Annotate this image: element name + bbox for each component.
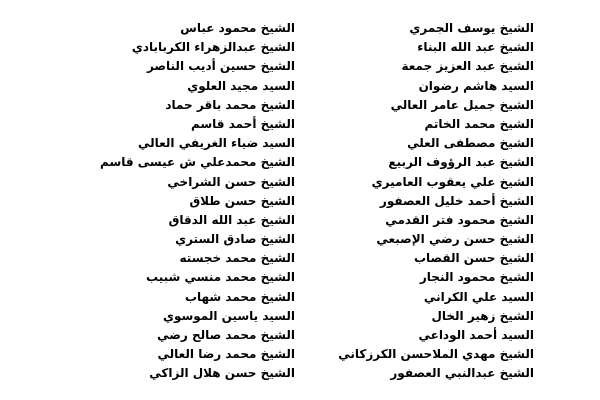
name-entry: الشيخ محمدعلي ش عيسى قاسم — [100, 155, 295, 170]
name-entry: الشيخ حسن الشراخي — [167, 174, 295, 189]
name-entry: الشيخ علي يعقوب العاميري — [371, 174, 534, 189]
name-entry: الشيخ عبد الله الدقاق — [168, 212, 295, 227]
name-entry: الشيخ محمد رضا العالي — [157, 347, 295, 362]
name-entry: الشيخ أحمد قاسم — [190, 116, 295, 131]
name-entry: الشيخ محمد صالح رضي — [157, 328, 295, 342]
name-entry: الشيخ حسن طلاق — [189, 193, 295, 208]
name-entry: الشيخ صادق الستري — [175, 232, 295, 247]
name-entry: السيد ياسين الموسوي — [162, 308, 295, 323]
name-entry: الشيخ زهير الخال — [431, 308, 534, 323]
name-entry: الشيخ يوسف الجمري — [409, 21, 534, 35]
name-entry: الشيخ عبد العزيز جمعة — [401, 59, 534, 74]
name-entry: السيد أحمد الوداعي — [418, 328, 534, 342]
name-entry: السيد ضياء الغريفي العالي — [137, 136, 295, 151]
name-entry: الشيخ محمد شهاب — [184, 289, 295, 304]
name-entry: الشيخ عبدالزهراء الكربابادي — [131, 40, 295, 55]
name-entry: الشيخ محمد الخاتم — [424, 116, 534, 131]
name-entry: الشيخ أحمد خليل العصفور — [379, 193, 534, 208]
name-entry: الشيخ حسن رضي الإصبعي — [376, 232, 534, 247]
name-entry: الشيخ مصطفى العلي — [407, 136, 534, 151]
name-entry: الشيخ حسن القصاب — [413, 251, 534, 266]
name-entry: الشيخ محمود النجار — [419, 270, 534, 285]
name-entry: السيد مجيد العلوي — [187, 78, 295, 93]
name-entry: الشيخ جميل عامر العالي — [390, 97, 534, 112]
name-entry: الشيخ محمد منسي شبيب — [146, 270, 295, 285]
name-entry: الشيخ عبدالنبي العصفور — [390, 366, 534, 381]
name-entry: السيد هاشم رضوان — [418, 78, 534, 93]
name-entry: الشيخ محمد خجسته — [179, 251, 295, 266]
name-entry: الشيخ عبد الرؤوف الربيع — [388, 155, 534, 170]
name-entry: الشيخ محمد باقر حماد — [165, 97, 295, 112]
name-entry: الشيخ حسين أديب الناصر — [146, 59, 295, 74]
name-entry: الشيخ حسن هلال الزاكي — [149, 366, 295, 381]
name-entry: السيد علي الكراني — [423, 289, 534, 304]
right-names-column — [324, 19, 534, 384]
left-names-column — [65, 19, 295, 384]
name-entry: الشيخ مهدي الملاحسن الكرزكاني — [338, 347, 534, 362]
name-entry: الشيخ محمود عباس — [180, 21, 295, 35]
name-entry: الشيخ محمود فتر القدمي — [385, 212, 534, 227]
name-entry: الشيخ عبد الله البناء — [417, 40, 534, 55]
